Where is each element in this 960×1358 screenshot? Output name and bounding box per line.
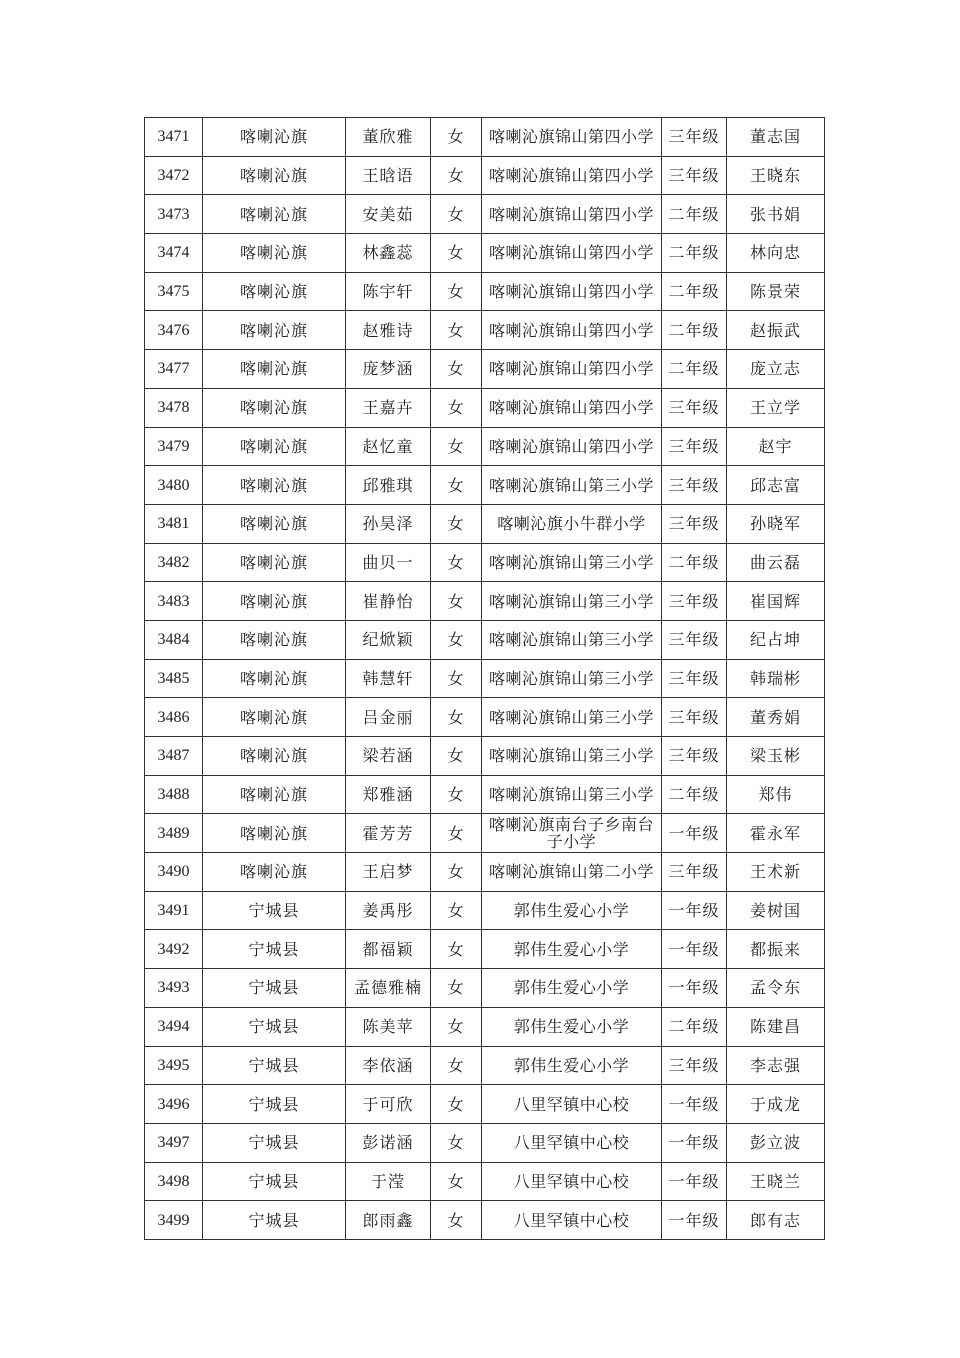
- cell-school: 喀喇沁旗锦山第四小学: [482, 388, 662, 427]
- cell-guardian: 姜树国: [727, 891, 825, 930]
- cell-number: 3498: [145, 1162, 203, 1201]
- cell-county: 喀喇沁旗: [203, 620, 346, 659]
- cell-county: 宁城县: [203, 891, 346, 930]
- cell-gender: 女: [431, 1162, 482, 1201]
- cell-number: 3491: [145, 891, 203, 930]
- cell-number: 3479: [145, 427, 203, 466]
- cell-student-name: 庞梦涵: [346, 350, 431, 389]
- cell-school: 喀喇沁旗锦山第四小学: [482, 234, 662, 273]
- cell-grade: 三年级: [662, 388, 727, 427]
- cell-student-name: 曲贝一: [346, 543, 431, 582]
- cell-gender: 女: [431, 853, 482, 892]
- cell-grade: 三年级: [662, 504, 727, 543]
- table-row: [145, 234, 825, 273]
- cell-gender: 女: [431, 234, 482, 273]
- cell-gender: 女: [431, 582, 482, 621]
- cell-school: 喀喇沁旗锦山第二小学: [482, 853, 662, 892]
- cell-gender: 女: [431, 118, 482, 157]
- cell-school: 八里罕镇中心校: [482, 1201, 662, 1240]
- table-row: [145, 272, 825, 311]
- table-row: [145, 118, 825, 157]
- cell-guardian: 曲云磊: [727, 543, 825, 582]
- cell-guardian: 庞立志: [727, 350, 825, 389]
- cell-school: 喀喇沁旗锦山第四小学: [482, 350, 662, 389]
- cell-grade: 三年级: [662, 698, 727, 737]
- cell-county: 宁城县: [203, 969, 346, 1008]
- cell-gender: 女: [431, 272, 482, 311]
- cell-guardian: 陈建昌: [727, 1007, 825, 1046]
- cell-grade: 一年级: [662, 1123, 727, 1162]
- cell-guardian: 孙晓军: [727, 504, 825, 543]
- table-row: [145, 466, 825, 505]
- cell-county: 宁城县: [203, 930, 346, 969]
- cell-guardian: 于成龙: [727, 1085, 825, 1124]
- table-row: [145, 195, 825, 234]
- cell-grade: 一年级: [662, 1085, 727, 1124]
- cell-number: 3499: [145, 1201, 203, 1240]
- cell-county: 喀喇沁旗: [203, 195, 346, 234]
- table-row: [145, 620, 825, 659]
- cell-county: 喀喇沁旗: [203, 156, 346, 195]
- cell-student-name: 赵雅诗: [346, 311, 431, 350]
- cell-grade: 一年级: [662, 1162, 727, 1201]
- cell-number: 3486: [145, 698, 203, 737]
- cell-school: 喀喇沁旗锦山第三小学: [482, 698, 662, 737]
- table-row: [145, 775, 825, 814]
- cell-student-name: 孙昊泽: [346, 504, 431, 543]
- cell-grade: 一年级: [662, 891, 727, 930]
- cell-number: 3474: [145, 234, 203, 273]
- cell-county: 喀喇沁旗: [203, 582, 346, 621]
- cell-guardian: 董志国: [727, 118, 825, 157]
- cell-student-name: 彭诺涵: [346, 1123, 431, 1162]
- table-row: [145, 930, 825, 969]
- cell-school: 郭伟生爱心小学: [482, 930, 662, 969]
- cell-student-name: 都福颖: [346, 930, 431, 969]
- cell-school: 喀喇沁旗锦山第四小学: [482, 156, 662, 195]
- cell-number: 3480: [145, 466, 203, 505]
- cell-guardian: 都振来: [727, 930, 825, 969]
- cell-guardian: 王晓东: [727, 156, 825, 195]
- table-row: [145, 1201, 825, 1240]
- cell-grade: 三年级: [662, 466, 727, 505]
- cell-student-name: 崔静怡: [346, 582, 431, 621]
- cell-gender: 女: [431, 427, 482, 466]
- cell-number: 3496: [145, 1085, 203, 1124]
- cell-grade: 二年级: [662, 350, 727, 389]
- cell-grade: 一年级: [662, 814, 727, 853]
- cell-number: 3489: [145, 814, 203, 853]
- cell-student-name: 安美茹: [346, 195, 431, 234]
- cell-guardian: 霍永军: [727, 814, 825, 853]
- cell-guardian: 林向忠: [727, 234, 825, 273]
- cell-student-name: 孟德雅楠: [346, 969, 431, 1008]
- cell-grade: 三年级: [662, 582, 727, 621]
- table-row: [145, 427, 825, 466]
- cell-gender: 女: [431, 659, 482, 698]
- cell-gender: 女: [431, 1201, 482, 1240]
- table-row: [145, 504, 825, 543]
- cell-student-name: 邱雅琪: [346, 466, 431, 505]
- cell-student-name: 董欣雅: [346, 118, 431, 157]
- cell-student-name: 李依涵: [346, 1046, 431, 1085]
- cell-grade: 二年级: [662, 234, 727, 273]
- cell-grade: 二年级: [662, 775, 727, 814]
- cell-school: 喀喇沁旗南台子乡南台子小学: [482, 814, 662, 853]
- cell-grade: 一年级: [662, 969, 727, 1008]
- cell-number: 3484: [145, 620, 203, 659]
- cell-county: 喀喇沁旗: [203, 311, 346, 350]
- cell-guardian: 张书娟: [727, 195, 825, 234]
- cell-number: 3497: [145, 1123, 203, 1162]
- cell-school: 喀喇沁旗锦山第四小学: [482, 427, 662, 466]
- cell-school: 八里罕镇中心校: [482, 1085, 662, 1124]
- cell-county: 宁城县: [203, 1201, 346, 1240]
- cell-guardian: 赵振武: [727, 311, 825, 350]
- cell-number: 3493: [145, 969, 203, 1008]
- cell-grade: 二年级: [662, 543, 727, 582]
- cell-gender: 女: [431, 775, 482, 814]
- cell-student-name: 王启梦: [346, 853, 431, 892]
- cell-county: 宁城县: [203, 1123, 346, 1162]
- roster-table: [144, 117, 825, 1240]
- table-row: [145, 311, 825, 350]
- table-row: [145, 1046, 825, 1085]
- cell-guardian: 王晓兰: [727, 1162, 825, 1201]
- cell-student-name: 郎雨鑫: [346, 1201, 431, 1240]
- cell-gender: 女: [431, 1007, 482, 1046]
- cell-student-name: 郑雅涵: [346, 775, 431, 814]
- cell-number: 3473: [145, 195, 203, 234]
- cell-student-name: 王嘉卉: [346, 388, 431, 427]
- cell-gender: 女: [431, 543, 482, 582]
- cell-number: 3472: [145, 156, 203, 195]
- cell-student-name: 王晗语: [346, 156, 431, 195]
- table-row: [145, 1162, 825, 1201]
- cell-student-name: 于可欣: [346, 1085, 431, 1124]
- cell-school: 喀喇沁旗小牛群小学: [482, 504, 662, 543]
- table-row: [145, 853, 825, 892]
- cell-grade: 三年级: [662, 659, 727, 698]
- cell-gender: 女: [431, 1123, 482, 1162]
- cell-county: 喀喇沁旗: [203, 775, 346, 814]
- cell-number: 3490: [145, 853, 203, 892]
- cell-school: 郭伟生爱心小学: [482, 969, 662, 1008]
- table-row: [145, 350, 825, 389]
- cell-grade: 三年级: [662, 156, 727, 195]
- cell-student-name: 韩慧轩: [346, 659, 431, 698]
- cell-grade: 二年级: [662, 311, 727, 350]
- table-row: [145, 659, 825, 698]
- cell-guardian: 郑伟: [727, 775, 825, 814]
- cell-gender: 女: [431, 891, 482, 930]
- cell-grade: 三年级: [662, 118, 727, 157]
- cell-number: 3476: [145, 311, 203, 350]
- cell-student-name: 陈美苹: [346, 1007, 431, 1046]
- cell-gender: 女: [431, 311, 482, 350]
- cell-guardian: 崔国辉: [727, 582, 825, 621]
- cell-school: 喀喇沁旗锦山第四小学: [482, 311, 662, 350]
- cell-number: 3475: [145, 272, 203, 311]
- cell-school: 八里罕镇中心校: [482, 1123, 662, 1162]
- cell-student-name: 林鑫蕊: [346, 234, 431, 273]
- cell-school: 喀喇沁旗锦山第三小学: [482, 775, 662, 814]
- cell-number: 3478: [145, 388, 203, 427]
- cell-school: 喀喇沁旗锦山第四小学: [482, 195, 662, 234]
- cell-student-name: 纪焮颖: [346, 620, 431, 659]
- cell-gender: 女: [431, 1085, 482, 1124]
- cell-grade: 三年级: [662, 1046, 727, 1085]
- cell-guardian: 纪占坤: [727, 620, 825, 659]
- table-row: [145, 891, 825, 930]
- cell-student-name: 霍芳芳: [346, 814, 431, 853]
- table-row: [145, 969, 825, 1008]
- cell-guardian: 梁玉彬: [727, 737, 825, 776]
- cell-school: 喀喇沁旗锦山第三小学: [482, 737, 662, 776]
- cell-county: 喀喇沁旗: [203, 466, 346, 505]
- cell-student-name: 梁若涵: [346, 737, 431, 776]
- table-row: [145, 388, 825, 427]
- cell-guardian: 李志强: [727, 1046, 825, 1085]
- cell-county: 宁城县: [203, 1085, 346, 1124]
- cell-gender: 女: [431, 466, 482, 505]
- cell-gender: 女: [431, 814, 482, 853]
- table-row: [145, 698, 825, 737]
- cell-grade: 三年级: [662, 620, 727, 659]
- cell-school: 郭伟生爱心小学: [482, 1007, 662, 1046]
- cell-grade: 二年级: [662, 272, 727, 311]
- cell-gender: 女: [431, 737, 482, 776]
- cell-guardian: 陈景荣: [727, 272, 825, 311]
- cell-school: 喀喇沁旗锦山第三小学: [482, 543, 662, 582]
- cell-guardian: 郎有志: [727, 1201, 825, 1240]
- cell-grade: 二年级: [662, 1007, 727, 1046]
- cell-grade: 三年级: [662, 853, 727, 892]
- table-row: [145, 156, 825, 195]
- cell-gender: 女: [431, 504, 482, 543]
- cell-student-name: 于滢: [346, 1162, 431, 1201]
- cell-county: 喀喇沁旗: [203, 698, 346, 737]
- cell-guardian: 邱志富: [727, 466, 825, 505]
- cell-school: 喀喇沁旗锦山第四小学: [482, 118, 662, 157]
- cell-number: 3483: [145, 582, 203, 621]
- cell-county: 喀喇沁旗: [203, 118, 346, 157]
- table-row: [145, 737, 825, 776]
- cell-number: 3482: [145, 543, 203, 582]
- cell-grade: 一年级: [662, 930, 727, 969]
- cell-school: 喀喇沁旗锦山第三小学: [482, 659, 662, 698]
- roster-body: [145, 118, 825, 1240]
- cell-number: 3485: [145, 659, 203, 698]
- cell-number: 3481: [145, 504, 203, 543]
- cell-county: 喀喇沁旗: [203, 234, 346, 273]
- cell-school: 八里罕镇中心校: [482, 1162, 662, 1201]
- cell-gender: 女: [431, 156, 482, 195]
- cell-school: 喀喇沁旗锦山第三小学: [482, 466, 662, 505]
- cell-school: 郭伟生爱心小学: [482, 1046, 662, 1085]
- cell-school: 喀喇沁旗锦山第三小学: [482, 620, 662, 659]
- cell-student-name: 姜禹彤: [346, 891, 431, 930]
- cell-guardian: 王立学: [727, 388, 825, 427]
- cell-county: 喀喇沁旗: [203, 814, 346, 853]
- cell-number: 3492: [145, 930, 203, 969]
- cell-number: 3471: [145, 118, 203, 157]
- cell-county: 喀喇沁旗: [203, 427, 346, 466]
- table-row: [145, 582, 825, 621]
- cell-guardian: 韩瑞彬: [727, 659, 825, 698]
- table-row: [145, 1123, 825, 1162]
- cell-county: 喀喇沁旗: [203, 388, 346, 427]
- cell-county: 喀喇沁旗: [203, 737, 346, 776]
- cell-county: 宁城县: [203, 1007, 346, 1046]
- cell-gender: 女: [431, 195, 482, 234]
- table-row: [145, 543, 825, 582]
- cell-number: 3488: [145, 775, 203, 814]
- cell-guardian: 赵宇: [727, 427, 825, 466]
- cell-county: 喀喇沁旗: [203, 853, 346, 892]
- cell-school: 喀喇沁旗锦山第三小学: [482, 582, 662, 621]
- table-row: [145, 814, 825, 853]
- cell-student-name: 吕金丽: [346, 698, 431, 737]
- cell-student-name: 赵忆童: [346, 427, 431, 466]
- cell-school: 郭伟生爱心小学: [482, 891, 662, 930]
- cell-grade: 二年级: [662, 195, 727, 234]
- cell-guardian: 董秀娟: [727, 698, 825, 737]
- cell-county: 喀喇沁旗: [203, 350, 346, 389]
- table-row: [145, 1007, 825, 1046]
- cell-gender: 女: [431, 620, 482, 659]
- cell-school: 喀喇沁旗锦山第四小学: [482, 272, 662, 311]
- cell-grade: 三年级: [662, 427, 727, 466]
- cell-gender: 女: [431, 969, 482, 1008]
- cell-gender: 女: [431, 350, 482, 389]
- cell-student-name: 陈宇轩: [346, 272, 431, 311]
- cell-county: 喀喇沁旗: [203, 504, 346, 543]
- cell-number: 3487: [145, 737, 203, 776]
- cell-guardian: 孟令东: [727, 969, 825, 1008]
- cell-grade: 一年级: [662, 1201, 727, 1240]
- cell-county: 喀喇沁旗: [203, 543, 346, 582]
- cell-number: 3495: [145, 1046, 203, 1085]
- cell-county: 宁城县: [203, 1162, 346, 1201]
- cell-gender: 女: [431, 930, 482, 969]
- cell-guardian: 王术新: [727, 853, 825, 892]
- cell-county: 宁城县: [203, 1046, 346, 1085]
- cell-gender: 女: [431, 388, 482, 427]
- cell-county: 喀喇沁旗: [203, 272, 346, 311]
- cell-guardian: 彭立波: [727, 1123, 825, 1162]
- cell-county: 喀喇沁旗: [203, 659, 346, 698]
- table-row: [145, 1085, 825, 1124]
- cell-gender: 女: [431, 698, 482, 737]
- cell-number: 3477: [145, 350, 203, 389]
- cell-grade: 三年级: [662, 737, 727, 776]
- cell-number: 3494: [145, 1007, 203, 1046]
- cell-gender: 女: [431, 1046, 482, 1085]
